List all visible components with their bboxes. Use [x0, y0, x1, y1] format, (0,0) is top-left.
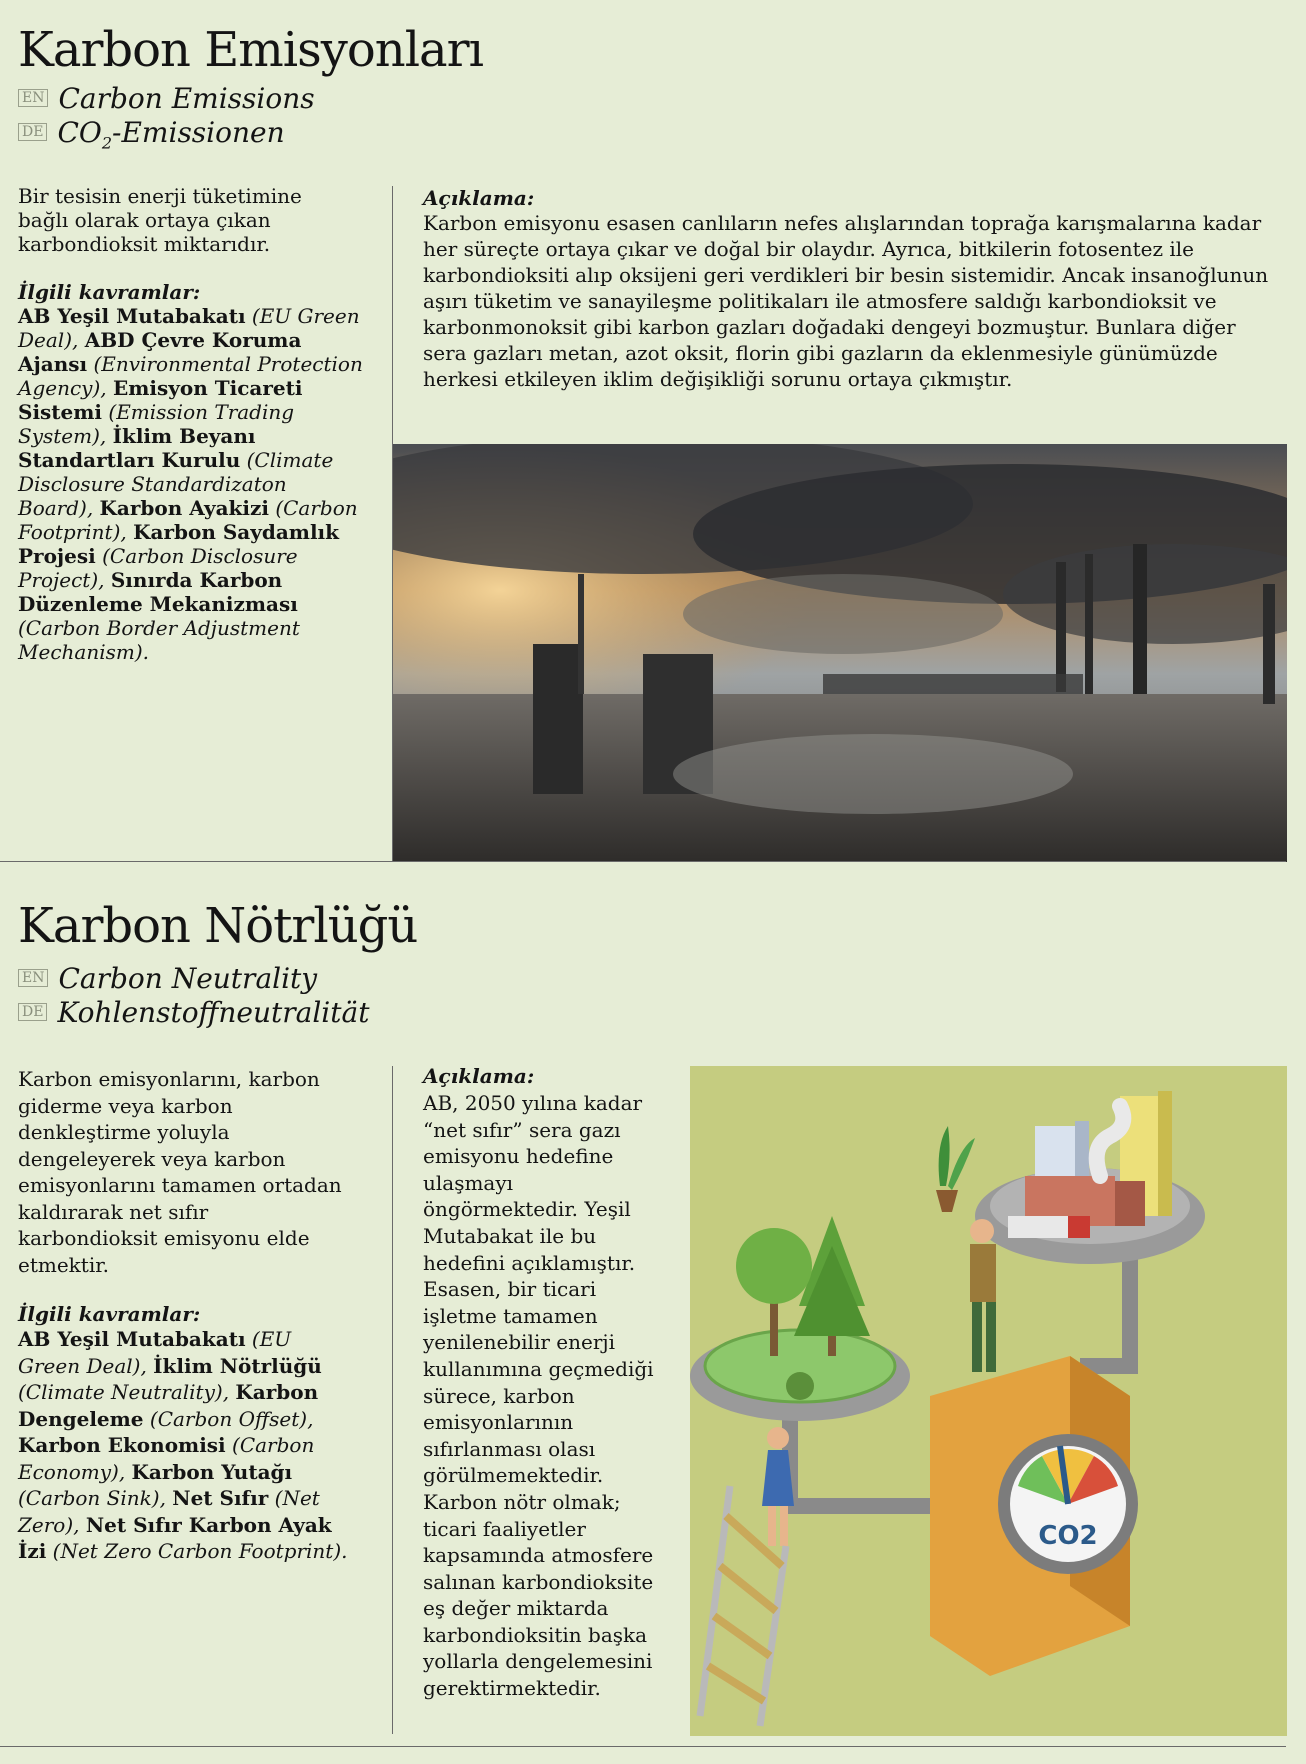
language-tag: DE [18, 123, 47, 141]
translation-text: Carbon Neutrality [58, 962, 318, 995]
language-tag: DE [18, 1003, 47, 1021]
translation-text: Kohlenstoffneutralität [57, 996, 370, 1029]
related-term-en: (Carbon Disclosure Project), [18, 544, 298, 592]
related-heading: İlgili kavramlar: [18, 280, 201, 304]
translation-subscript: 2 [101, 133, 113, 153]
related-term: Karbon Yutağı [131, 1459, 293, 1484]
language-tag: EN [18, 969, 48, 987]
related-list [18, 304, 363, 664]
related-term: AB Yeşil Mutabakatı [18, 304, 246, 328]
related-term-en: (EU Green Deal), [18, 304, 360, 352]
translation-de [18, 116, 285, 161]
description: Karbon emisyonu esasen canlıların nefes alışlarından toprağa karışmalarına kadar her süreçte ortaya çıkar ve doğal bir olaydır. Ayrıca, bitkilerin fotosentez ile karbondioksiti alıp oksijeni geri verdikleri bir besin sistemidir. Ancak insanoğlunun aşırı tüketim ve sanayileşme politikaları ile atmosfere saldığı karbondioksit ve karbonmonoksit gibi karbon gazları doğadaki dengeyi bozmuştur. Bunlara diğer sera gazları metan, azot oksit, florin gibi gazların da eklenmesiyle günümüzde herkesi etkileyen iklim değişikliği sorunu ortaya çıkmıştır. [423, 211, 1269, 391]
related-term-en: (Environmental Protection Agency), [18, 352, 363, 400]
related-term: Sınırda Karbon Düzenleme Mekanizması [18, 568, 298, 616]
translation-text: -Emissionen [112, 116, 285, 149]
related-term-en: (EU Green Deal), [18, 1327, 292, 1378]
related-term-en: (Net Zero Carbon Footprint). [52, 1539, 348, 1563]
translation-de [18, 996, 369, 1030]
related-term-en: (Net Zero), [18, 1486, 320, 1537]
definition: Karbon emisyonlarını, karbon giderme veya karbon denkleştirme yoluyla dengeleyerek veya karbon emisyonlarını tamamen ortadan kaldırarak net sıfır karbondioksit emisyonu elde etmektir. [18, 1067, 342, 1277]
related-term: Emisyon Ticareti Sistemi [18, 376, 303, 424]
related-term: Karbon Saydamlık Projesi [18, 520, 339, 568]
related-term: ABD Çevre Koruma Ajansı [18, 328, 302, 376]
entry-title: Karbon Nötrlüğü [18, 898, 418, 954]
description-heading: Açıklama: [423, 1064, 535, 1088]
related-heading: İlgili kavramlar: [18, 1302, 201, 1326]
gauge-label: CO2 [1038, 1521, 1098, 1551]
related-term: İklim Beyanı Standartları Kurulu [18, 424, 256, 472]
related-term: Karbon Ayakizi [99, 496, 269, 520]
related-terms [18, 1302, 358, 1565]
related-term-en: (Carbon Offset), [149, 1406, 314, 1431]
entry-title: Karbon Emisyonları [18, 22, 483, 78]
description-heading: Açıklama: [423, 186, 535, 210]
industrial-smoke-photo [393, 444, 1287, 862]
section-carbon-emissions [0, 0, 1306, 862]
translation-en [18, 82, 315, 116]
section-carbon-neutrality [0, 880, 1306, 1764]
column-divider [392, 1066, 393, 1734]
translation-text: Carbon Emissions [58, 82, 315, 115]
related-term-en: (Carbon Border Adjustment Mechanism). [18, 616, 300, 664]
related-term-en: (Climate Neutrality), [18, 1380, 230, 1404]
related-term-en: (Carbon Economy), [18, 1433, 315, 1484]
language-tag: EN [18, 89, 48, 107]
translation-prefix: CO [57, 116, 102, 149]
carbon-neutrality-illustration [690, 1066, 1287, 1736]
related-term: Karbon Ekonomisi [18, 1433, 226, 1457]
related-term: AB Yeşil Mutabakatı [18, 1327, 246, 1351]
related-term-en: (Climate Disclosure Standardizaton Board), [18, 448, 334, 520]
related-list [18, 1326, 358, 1565]
related-term: Net Sıfır [172, 1486, 269, 1510]
related-term-en: (Carbon Sink), [18, 1486, 166, 1510]
related-term: Net Sıfır Karbon Ayak İzi [18, 1512, 332, 1563]
related-term: Karbon Dengeleme [18, 1380, 319, 1431]
section-divider [0, 861, 1286, 862]
related-terms [18, 280, 363, 664]
related-term-en: (Carbon Footprint), [18, 496, 358, 544]
description: AB, 2050 yılına kadar “net sıfır” sera gazı emisyonu hedefine ulaşmayı öngörmektedir. Yeşil Mutabakat ile bu hedefini açıklamıştır. Esasen, bir ticari işletme tamamen yenilenebilir enerji kullanımına geçmediği sürece, karbon emisyonlarının sıfırlanması olası görülmemektedir. Karbon nötr olmak; ticari faaliyetler kapsamında atmosfere salınan karbondioksite eş değer miktarda karbondioksitin başka yollarla dengelemesini gerektirmektedir. [423, 1091, 654, 1701]
related-term-en: (Emission Trading System), [18, 400, 295, 448]
definition: Bir tesisin enerji tüketimine bağlı olarak ortaya çıkan karbondioksit miktarıdır. [18, 184, 302, 256]
section-divider [0, 1746, 1286, 1747]
translation-en [18, 962, 317, 996]
related-term: İklim Nötrlüğü [153, 1353, 322, 1378]
